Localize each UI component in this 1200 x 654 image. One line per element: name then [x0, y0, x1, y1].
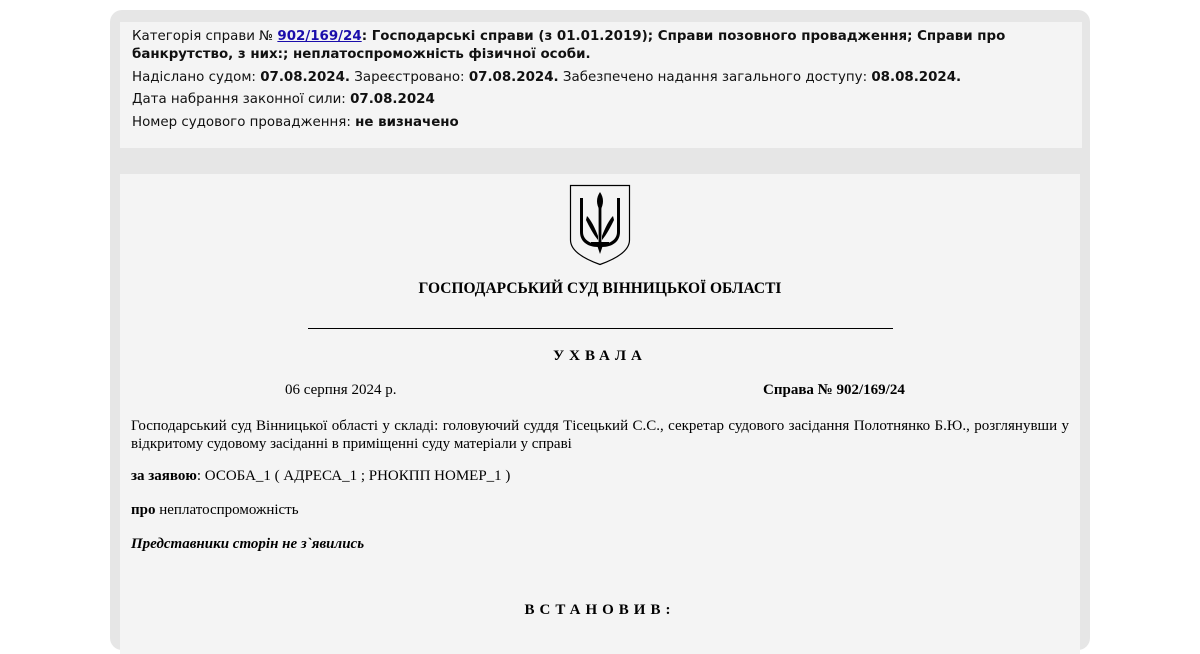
case-category-row: [132, 28, 1072, 64]
dates-row: [132, 69, 1072, 87]
sent-label: Надіслано судом:: [132, 69, 261, 85]
effective-value: 07.08.2024: [350, 92, 435, 107]
case-number: Справа № 902/169/24: [763, 382, 905, 398]
application-label: за заявою: [131, 468, 197, 484]
ukraine-trident-coat-of-arms-icon: [569, 184, 631, 266]
subject-line: [131, 502, 299, 519]
page-frame: [110, 10, 1090, 650]
effective-label: Дата набрання законної сили:: [132, 92, 351, 107]
established-heading: ВСТАНОВИВ:: [524, 602, 676, 618]
category-value: : Господарські справи (з 01.01.2019); Справи позовного провадження; Справи про банкрутство, з них:; неплатоспроможність фізичної особи.: [132, 29, 1006, 62]
case-number-link[interactable]: 902/169/24: [277, 29, 362, 44]
intro-paragraph: Господарський суд Вінницької області у складі: головуючий суддя Тісецький С.С., секретар судового засідання Полотнянко Б.Ю., розглянувши у відкритому судовому засіданні в приміщенні суду матеріали у справі: [131, 418, 1069, 452]
ruling-date: 06 серпня 2024 р.: [285, 382, 397, 398]
court-name-heading: ГОСПОДАРСЬКИЙ СУД ВІННИЦЬКОЇ ОБЛАСТІ: [418, 280, 782, 297]
proceeding-number-row: [132, 114, 1072, 132]
registered-value: 07.08.2024.: [468, 69, 559, 85]
proceeding-label: Номер судового провадження:: [132, 114, 356, 130]
application-value: : ОСОБА_1 ( АДРЕСА_1 ; РНОКПП НОМЕР_1 ): [196, 468, 511, 484]
parties-note: Представники сторін не з`явились: [131, 536, 365, 552]
header-divider: [308, 328, 893, 329]
about-label: про: [131, 502, 156, 518]
document-title: УХВАЛА: [553, 348, 647, 364]
sent-value: 07.08.2024.: [260, 69, 351, 85]
access-value: 08.08.2024.: [871, 69, 962, 85]
registered-label: Зареєстровано:: [350, 69, 469, 85]
ruling-document: [120, 174, 1080, 654]
about-value: неплатоспроможність: [155, 502, 299, 518]
category-label: Категорія справи №: [132, 29, 278, 44]
access-label: Забезпечено надання загального доступу:: [558, 69, 872, 85]
proceeding-value: не визначено: [355, 114, 459, 130]
application-line: [131, 468, 510, 485]
effective-date-row: [132, 91, 1072, 109]
case-metadata-panel: [120, 22, 1082, 148]
